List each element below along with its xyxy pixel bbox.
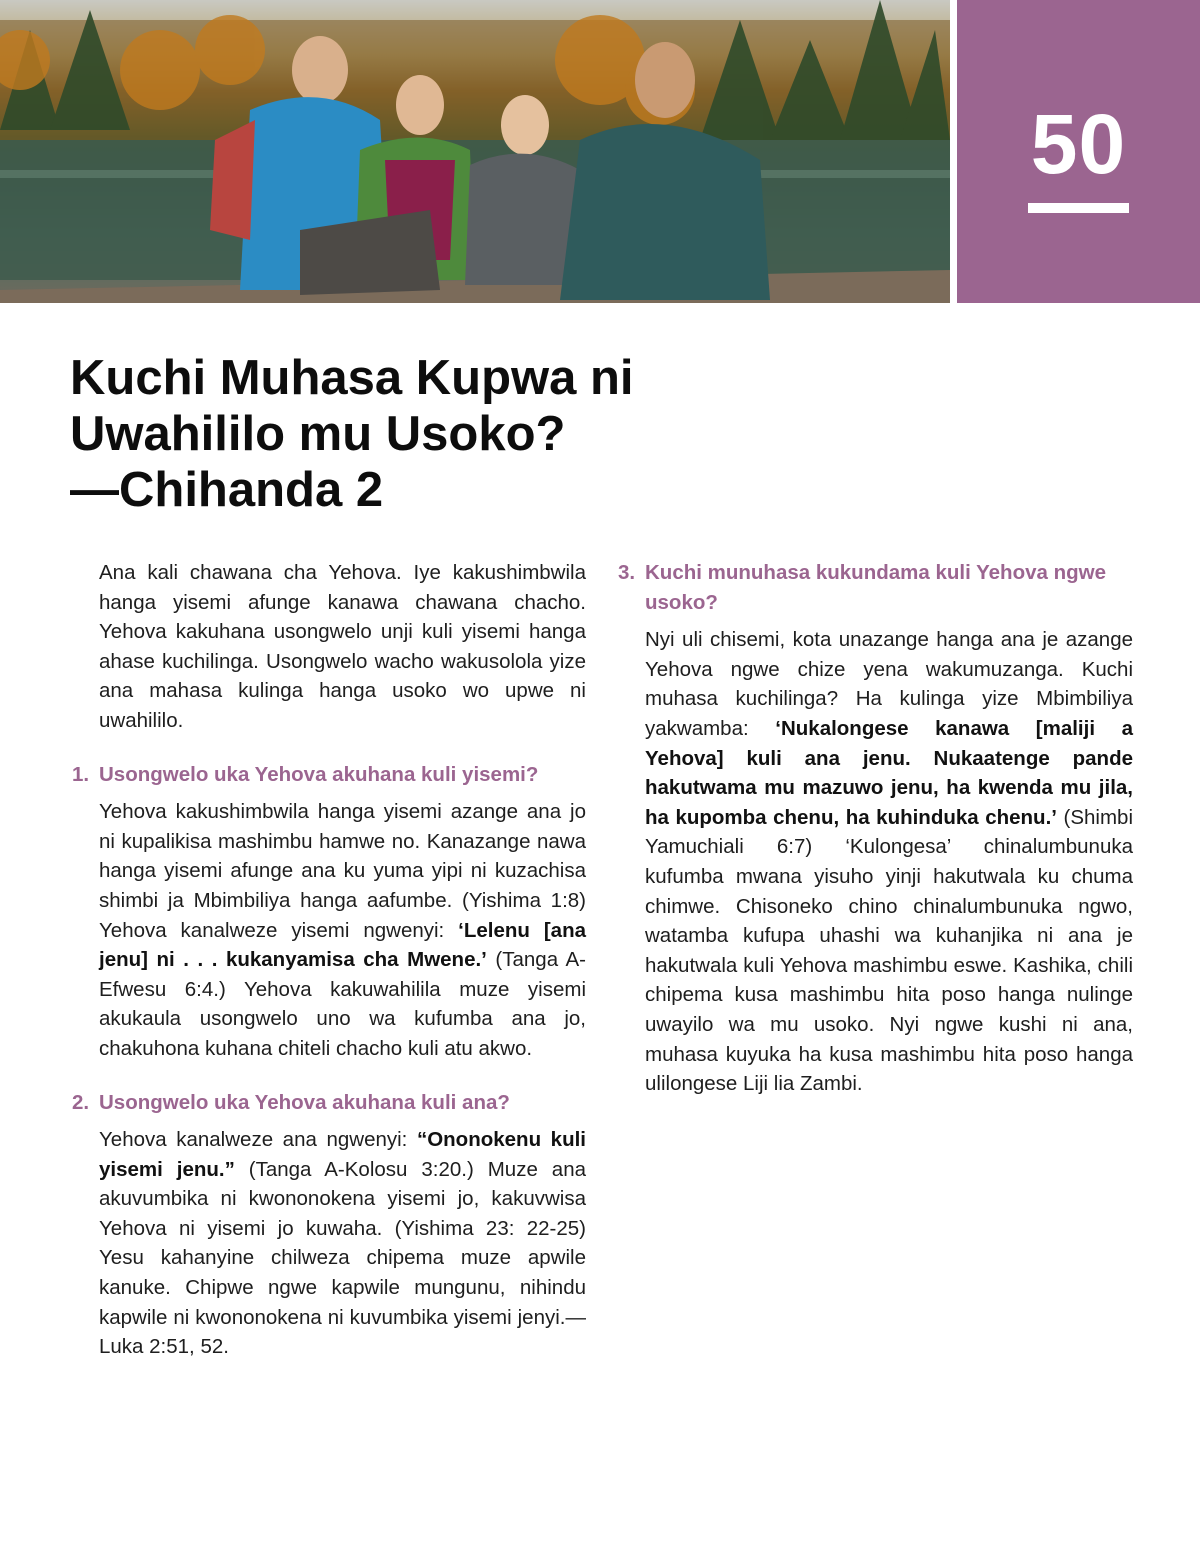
section-1-scripture-quote: ‘Lelenu [ana jenu] ni . . . kukanyamisa cha Mwene.’ bbox=[99, 918, 586, 972]
intro-paragraph: Ana kali chawana cha Yehova. Iye kakushimbwila hanga yisemi afunge kanawa chawana chacho. Yehova kakuhana usongwelo unji kuli yisemi hanga ahase kuchilinga. Usongwelo wacho wakusolola yize ana mahasa kulinga hanga usoko wo upwe ni uwahililo. bbox=[99, 561, 586, 732]
left-column bbox=[72, 558, 586, 1386]
section-3-question bbox=[618, 558, 1133, 617]
section-1-text-a: Yehova kakushimbwila hanga yisemi azange ana jo ni kupalikisa mashimbu hamwe no. Kanazange nawa hanga yisemi afunge ana ku yuma yipi ni kuzachisa shimbi ja Mbimbiliya hanga aafumbe. (Yishima 1:8) Yehova kanalweze yisemi ngwenyi: bbox=[99, 800, 586, 942]
section-3-text-b: (Shimbi Yamuchiali 6:7) ‘Kulongesa’ chinalumbunuka kufumba mwana yisuho yinji hakutwala ku chuma chimwe. Chisoneko chino chinalumbunuka ngwo, watamba kufupa uhashi wa kuhanjika ni ana je hakutwala kuli Yehova mashimbu eswe. Kashika, chili chipema kusa mashimbu hita poso hanga nulinge uwayilo wa mu usoko. Nyi ngwe kushi ni ana, muhasa kuyuka ha kusa mashimbu hita poso hanga ulilongese Liji lia Zambi. bbox=[645, 805, 1134, 1096]
section-3-question-text: Kuchi munuhasa kukundama kuli Yehova ngwe usoko? bbox=[645, 561, 1106, 614]
title-line-1: Kuchi Muhasa Kupwa ni bbox=[70, 351, 634, 405]
family-photo-illustration bbox=[0, 0, 950, 303]
section-2-paragraph bbox=[99, 1125, 586, 1362]
section-3-number: 3. bbox=[618, 561, 636, 584]
section-2-scripture-quote: “Ononokenu kuli yisemi jenu.” bbox=[99, 1128, 586, 1181]
section-2-question-text: Usongwelo uka Yehova akuhana kuli ana? bbox=[99, 1090, 510, 1114]
section-2-text-b: (Tanga A-Kolosu 3:20.) Muze ana akuvumbika ni kwononokena yisemi jo, kakuvwisa Yehova ni yisemi jo kuwaha. (Yishima 23: 22-25) Yesu kahanyine chilweza chipema muze apwile kanuke. Chipwe ngwe kapwile mungunu, nihindu kapwile ni kwononokena ni kuvumbika yisemi jenyi.—Luka 2:51, 52. bbox=[99, 1157, 586, 1359]
section-3-scripture-quote: ‘Nukalongese kanawa [maliji a Yehova] kuli ana jenu. Nukaatenge pande hakutwama mu mazuwo jenu, ha kwenda mu jila, ha kupomba chenu, ha kuhinduka chenu.’ bbox=[645, 716, 1133, 829]
right-column bbox=[618, 558, 1133, 1123]
section-2-number: 2. bbox=[72, 1090, 90, 1114]
section-1-question-text: Usongwelo uka Yehova akuhana kuli yisemi? bbox=[99, 762, 539, 786]
section-1-text-b: (Tanga A-Efwesu 6:4.) Yehova kakuwahilila muze yisemi akukaula usongwelo uno wa kufumba ana jo, chakuhona kuhana chiteli chacho kuli atu akwo. bbox=[99, 948, 586, 1060]
section-1-number: 1. bbox=[72, 762, 90, 786]
page-title bbox=[70, 350, 770, 518]
section-3-text-a: Nyi uli chisemi, kota unazange hanga ana je azange Yehova ngwe chize yena wakumuzanga. Kuchi muhasa kuchilinga? Ha kulinga yize Mbimbiliya yakwamba: bbox=[645, 628, 1133, 740]
lesson-number-box bbox=[957, 0, 1200, 303]
header-photo bbox=[0, 0, 950, 303]
section-1-question bbox=[72, 760, 586, 790]
title-line-2: Uwahililo mu Usoko? bbox=[70, 407, 566, 461]
lesson-number-underline bbox=[1028, 203, 1129, 213]
lesson-number: 50 bbox=[1030, 97, 1127, 191]
section-2-text-a: Yehova kanalweze ana ngwenyi: bbox=[99, 1128, 417, 1152]
title-line-3: —Chihanda 2 bbox=[70, 463, 384, 517]
section-2-question bbox=[72, 1088, 586, 1118]
section-1-paragraph bbox=[99, 797, 586, 1063]
section-3-paragraph bbox=[645, 625, 1133, 1099]
